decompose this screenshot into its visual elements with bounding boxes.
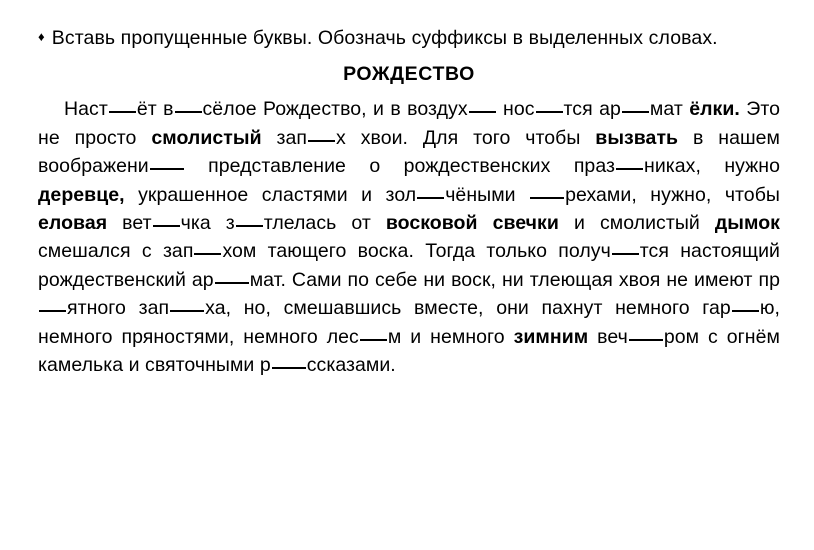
text-run: тлелась от: [263, 211, 386, 234]
missing-letter-blank[interactable]: [629, 326, 663, 341]
text-run: х хвои. Для того чтобы: [336, 126, 596, 149]
text-run: ха, но, смешавшись вместе, они пахнут немного гар: [205, 297, 731, 320]
missing-letter-blank[interactable]: [360, 326, 387, 341]
text-run: чка з: [180, 211, 235, 234]
highlighted-word: восковой свечки: [385, 211, 559, 234]
text-run: м и немного: [387, 325, 514, 348]
text-run: вет: [107, 211, 152, 234]
text-run: никах, нужно: [644, 155, 780, 178]
missing-letter-blank[interactable]: [236, 212, 263, 227]
text-run: Наст: [64, 98, 108, 121]
text-run: украшенное сластями и зол: [124, 183, 417, 206]
highlighted-word: ёлки.: [689, 98, 740, 121]
text-run: Это не просто: [38, 98, 780, 149]
text-run: ятного зап: [67, 297, 170, 320]
missing-letter-blank[interactable]: [616, 155, 643, 170]
highlighted-word: смолистый: [151, 126, 262, 149]
missing-letter-blank[interactable]: [109, 98, 136, 113]
text-run: чёными: [445, 183, 530, 206]
missing-letter-blank[interactable]: [417, 184, 444, 199]
text-run: мат: [649, 98, 690, 121]
missing-letter-blank[interactable]: [536, 98, 563, 113]
exercise-body: [38, 95, 780, 379]
text-run: ссказами.: [306, 354, 396, 376]
page-title: РОЖДЕСТВО: [343, 63, 475, 86]
text-run: веч: [588, 325, 628, 348]
text-run: ю, немного пряностями, немного лес: [38, 297, 780, 348]
text-run: ёт в: [136, 98, 174, 121]
missing-letter-blank[interactable]: [612, 240, 639, 255]
missing-letter-blank[interactable]: [272, 354, 306, 369]
text-run: рехами, нужно, чтобы: [565, 183, 780, 206]
missing-letter-blank[interactable]: [732, 297, 759, 312]
missing-letter-blank[interactable]: [308, 127, 335, 142]
highlighted-word: деревце,: [38, 183, 125, 206]
highlighted-word: дымок: [714, 211, 780, 234]
highlighted-word: еловая: [38, 211, 108, 234]
text-run: нос: [496, 98, 535, 121]
text-run: хом тающего воска. Тогда только получ: [222, 240, 611, 263]
text-run: мат. Сами по себе ни воск, ни тлеющая хвоя не имеют пр: [249, 268, 781, 291]
missing-letter-blank[interactable]: [622, 98, 649, 113]
text-run: представление о рождественских праз: [184, 155, 615, 178]
missing-letter-blank[interactable]: [194, 240, 221, 255]
missing-letter-blank[interactable]: [150, 155, 184, 170]
task-instruction: [38, 26, 780, 51]
missing-letter-blank[interactable]: [153, 212, 180, 227]
text-run: ром с огнём камелька и святочными р: [38, 325, 780, 376]
task-instruction-text: Вставь пропущенные буквы. Обозначь суффиксы в выделенных словах.: [51, 27, 718, 49]
diamond-bullet-icon: ♦: [38, 29, 45, 45]
missing-letter-blank[interactable]: [175, 98, 202, 113]
text-run: смешался с зап: [38, 240, 194, 263]
text-run: тся ар: [563, 98, 621, 121]
text-run: в нашем воображени: [38, 126, 781, 178]
missing-letter-blank[interactable]: [469, 98, 496, 113]
missing-letter-blank[interactable]: [170, 297, 204, 312]
text-run: и смолистый: [558, 211, 715, 234]
highlighted-word: вызвать: [595, 126, 679, 149]
missing-letter-blank[interactable]: [530, 184, 564, 199]
missing-letter-blank[interactable]: [39, 297, 66, 312]
text-run: тся настоящий рождественский ар: [38, 240, 780, 291]
text-run: зап: [261, 126, 308, 149]
text-run: сёлое Рождество, и в воздух: [202, 98, 468, 121]
missing-letter-blank[interactable]: [215, 269, 249, 284]
highlighted-word: зимним: [513, 325, 589, 348]
